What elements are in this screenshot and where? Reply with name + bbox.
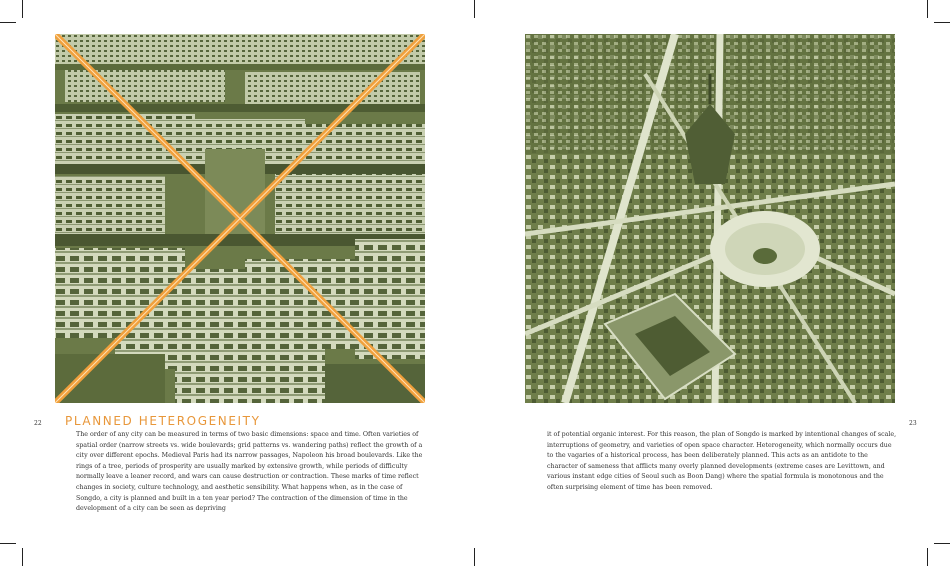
crop-mark-bottom-left-h xyxy=(0,543,16,544)
crop-mark-bottom-right-v xyxy=(927,548,928,566)
left-body-paragraph: The order of any city can be measured in terms of two basic dimensions: space and time. Often varieties of spatial order (narrow streets vs. wide boulevards; grid patterns vs. wandering paths) reflect the growth of a city over different epochs. Medieval Paris had its narrow passages, Napoleon his broad boulevards. Like the rings of a tree, periods of prosperity are usually marked by extensive growth, while periods of difficulty normally leave a leaner record, and wars can cause destruction or contraction. These marks of time reflect changes in society, culture technology, and aesthetic sensibility. What happens when, as in the case of Songdo, a city is planned and built in a ten year period? The contraction of the dimension of time in the development of a city can be seen as depriving xyxy=(76,431,423,513)
right-body-paragraph: it of potential organic interest. For this reason, the plan of Songdo is marked by intentional changes of scale, interruptions of geometry, and varieties of open space character. Heterogeneity, which normally occurs due to the vagaries of a historical process, has been deliberately planned. This acts as an antidote to the character of sameness that afflicts many overly planned developments (extreme cases are Levittown, and various instant edge cities of Seoul such as Boon Dang) where the spatial formula is monotonous and the often surprising element of time has been removed. xyxy=(547,431,897,491)
crop-mark-top-left-v xyxy=(22,0,23,18)
page-number-right: 23 xyxy=(909,420,917,427)
crop-mark-bottom-right-h xyxy=(934,543,950,544)
crop-mark-bottom-left-v xyxy=(22,548,23,566)
section-heading: PLANNED HETEROGENEITY xyxy=(65,414,261,428)
crop-mark-top-right-v xyxy=(927,0,928,18)
crop-mark-top-left-h xyxy=(0,22,16,23)
apartment-blocks-photo xyxy=(55,34,425,403)
crop-mark-bottom-center-v xyxy=(474,548,475,566)
page-number-left: 22 xyxy=(34,420,42,427)
aerial-city-photo xyxy=(525,34,895,403)
crop-mark-top-center-v xyxy=(474,0,475,18)
crop-mark-top-right-h xyxy=(934,22,950,23)
